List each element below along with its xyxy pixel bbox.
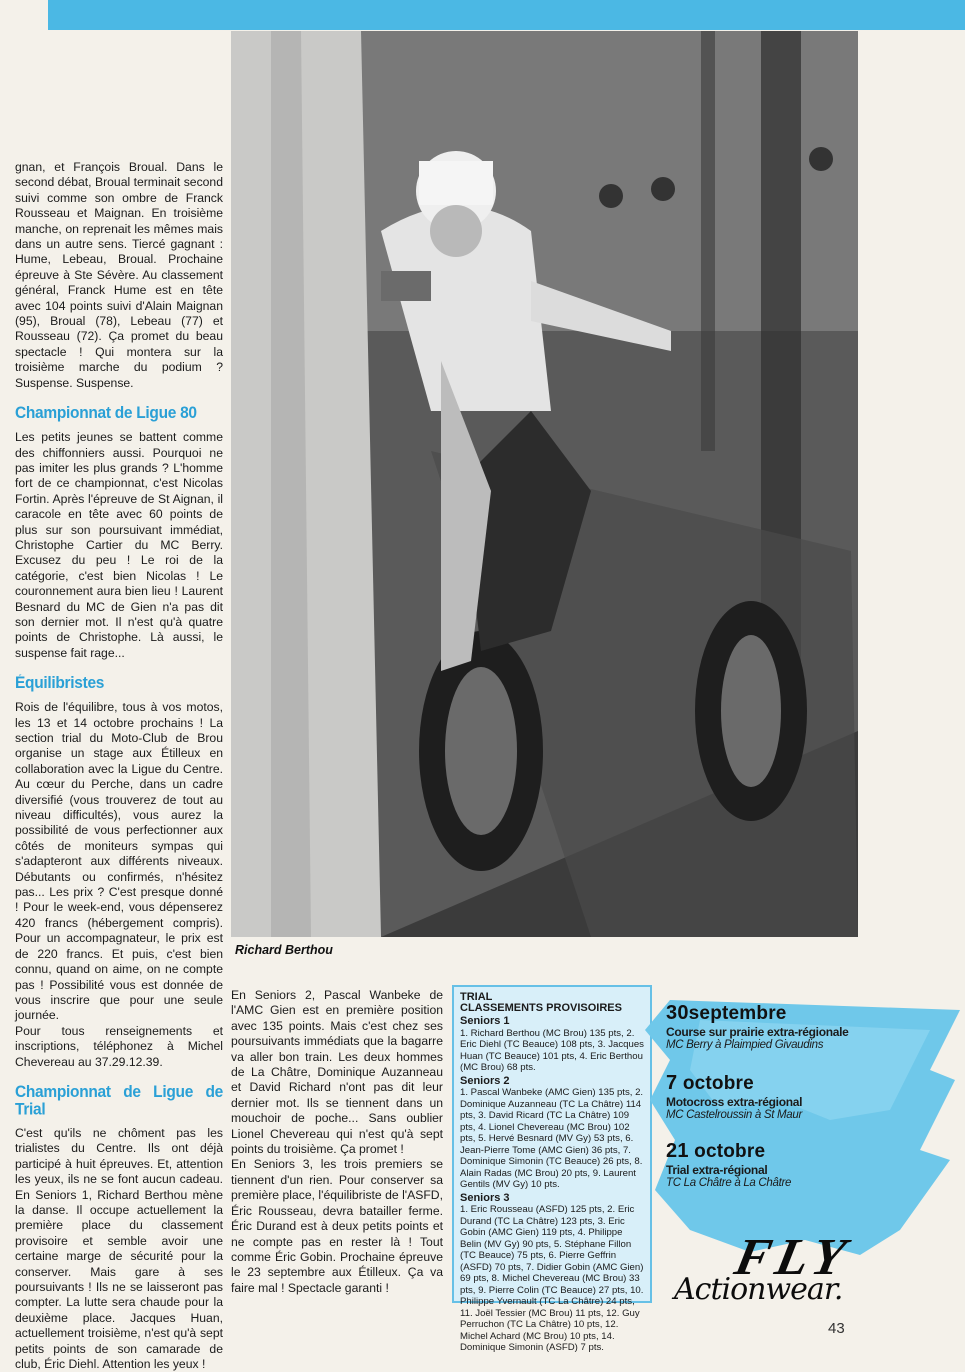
group-results: 1. Eric Rousseau (ASFD) 125 pts, 2. Eric Durand (TC La Châtre) 123 pts, 3. Eric Gobin (AMC Gien) 119 pts, 4. Philippe Belin (MV Gy) 90 pts, 5. Stéphane Fillon (TC Beauce) 75 pts, 6. Pierre Geffrin (ASFD) 70 pts, 7. Didier Gobin (AMC Gien) 69 pts, 8. Michel Chevereau (MC Brou) 33 pts, 9. Pierre Colin (TC Beauce) 27 pts, 10. Philippe Yvernault (TC La Châtre) 24 pts, 11. Joël Tessier (MC Brou) 11 pts, 12. Guy Perruchon (TC La Châtre) 10 pts, 12. Michel Achard (MC Brou) 10 pts, 14. Dominique Simonin (ASFD) 7 pts.	[460, 1204, 644, 1353]
middle-column	[231, 988, 443, 1296]
group-results: 1. Pascal Wanbeke (AMC Gien) 135 pts, 2. Dominique Auzanneau (TC La Châtre) 114 pts, 3. David Ricard (TC La Châtre) 109 pts, 4. Lionel Chevereau (MC Brou) 102 pts, 5. Hervé Besnard (MV Gy) 53 pts, 6. Jean-Pierre Tome (AMC Gien) 36 pts, 7. Dominique Simonin (TC Beauce) 26 pts, 8. Alain Radas (MC Brou) 20 pts, 9. Laurent Gentils (MV Gy) 10 pts.	[460, 1087, 644, 1190]
event-title: Motocross extra-régional	[666, 1095, 803, 1109]
rider-photo	[231, 31, 858, 937]
seniors2-paragraph: En Seniors 2, Pascal Wanbeke de l'AMC Gien est en première position avec 135 points. Mais c'est chez ses poursuivants immédiats que la bagarre va aller bon train. Les deux hommes de La Châtre, Dominique Auzanneau et David Richard n'ont pas dit leur dernier mot. Ils se tiennent dans un mouchoir de poche... Sans oublier Lionel Chevereau qui n'est qu'à sept points du troisième. Ça promet !	[231, 988, 443, 1157]
calendar-event	[666, 1140, 791, 1189]
page-number: 43	[828, 1320, 845, 1337]
group-heading: Seniors 1	[460, 1015, 510, 1027]
band-notch	[0, 0, 48, 30]
event-day: 30	[666, 1002, 689, 1024]
left-column	[15, 160, 223, 1372]
event-organizer: TC La Châtre à La Châtre	[666, 1177, 792, 1189]
fly-actionwear-logo	[666, 1228, 956, 1308]
event-day: 7	[666, 1072, 678, 1094]
brand-actionwear: Actionwear.	[674, 1272, 843, 1307]
group-results: 1. Richard Berthou (MC Brou) 135 pts, 2. Eric Diehl (TC Beauce) 108 pts, 3. Jacques Huan (TC Beauce) 101 pts, 4. Eric Berthou (MC Brou) 68 pts.	[460, 1027, 644, 1073]
calendar-event	[666, 1002, 849, 1051]
group-heading: Seniors 3	[460, 1191, 510, 1204]
calendar-event	[666, 1072, 802, 1121]
event-day: 21	[666, 1140, 689, 1162]
event-month: octobre	[682, 1073, 754, 1094]
results-title: TRIAL	[460, 991, 493, 1003]
seniors3-paragraph: En Seniors 3, les trois premiers se tiennent d'un rien. Pour conserver sa première place, l'équilibriste de l'ASFD, Éric Rousseau, devra batailler ferme. Éric Durand est à deux petits points et ne compte pas en rester là ! Tout comme Éric Gobin. Prochaine épreuve le 23 septembre aux Étilleux. Ça va faire mal ! Spectacle garanti !	[231, 1157, 443, 1295]
photo-illustration	[231, 31, 858, 937]
contact-paragraph: Pour tous renseignements et inscriptions, téléphonez à Michel Chevereau au 37.29.12.39.	[15, 1023, 223, 1069]
intro-paragraph: gnan, et François Broual. Dans le second débat, Broual terminait second suivi comme son ombre de Franck Rousseau et Maignan. En troisième manche, on reprenait les mêmes mais dans un autre sens. Tiercé gagnant : Hume, Lebeau, Broual. Prochaine épreuve à Ste Sévère. Au classement général, Franck Hume est en tête avec 104 points suivi d'Alain Maignan (95), Broual (78), Lebeau (77) et Rousseau (72). Ça promet du beau spectacle ! Qui montera sur la troisième marche du podium ? Suspense. Suspense.	[15, 160, 223, 390]
event-organizer: MC Castelroussin à St Maur	[666, 1109, 802, 1121]
results-subtitle: CLASSEMENTS PROVISOIRES	[460, 1002, 622, 1014]
heading-ligue80: Championnat de Ligue 80	[15, 404, 197, 423]
results-box	[452, 985, 652, 1353]
event-organizer: MC Berry à Plaimpied Givaudins	[666, 1039, 824, 1051]
trial-paragraph: C'est qu'ils ne chôment pas les trialistes du Centre. Ils ont déjà participé à huit épreuves. Et, attention les yeux, ils ne se font aucun cadeau. En Seniors 1, Richard Berthou mène la danse. Il occupe actuellement la première place du classement provisoire et semble avoir une certaine marge de sécurité pour la conserver. Mais gare à ses poursuivants ! Ils ne se laisseront pas compter. La lutte sera chaude pour la deuxième place. Jacques Huan, actuellement troisième, n'est qu'à sept petits points de son camarade de club, Éric Diehl. Attention les yeux !	[15, 1125, 223, 1372]
equilibristes-paragraph: Rois de l'équilibre, tous à vos motos, les 13 et 14 octobre prochains ! La section trial du Moto-Club de Brou organise un stage aux Étilleux en collaboration avec la Ligue du Centre. Au cœur du Perche, dans un cadre diversifié (vous trouverez de tout au niveau difficultés), vous aurez la possibilité de vous perfectionner aux côtés de moniteurs sympas qui s'adapteront aux différents niveaux. Débutants ou confirmés, n'hésitez pas... Les prix ? C'est presque donné ! Pour le week-end, vous dépenserez 420 francs (hébergement compris). Pour un accompagnateur, le prix est de 220 francs. Et puis, c'est bien connu, quand on aime, on ne compte pas ! Possibilité vous est donnée de vous inscrire que pour une seule journée.	[15, 700, 223, 1023]
event-month: septembre	[688, 1003, 787, 1024]
photo-caption: Richard Berthou	[235, 943, 333, 957]
heading-equilibristes: Équilibristes	[15, 674, 105, 693]
ligue80-paragraph: Les petits jeunes se battent comme des chiffonniers aussi. Pourquoi ne pas imiter les plus grands ? L'homme fort de ce championnat, c'est Nicolas Fortin. Après l'épreuve de St Aignan, il caracole en tête avec 60 points de plus sur son poursuivant immédiat, Christophe Cartier du MC Berry. Excusez du peu ! Le roi de la catégorie, c'est bien Nicolas ! Le couronnement aura bien lieu ! Laurent Besnard du MC de Gien n'a pas dit son dernier mot. Il n'est qu'à quatre points de Christophe. Là aussi, le suspense fait rage...	[15, 430, 223, 660]
top-color-band	[0, 0, 965, 30]
event-title: Trial extra-régional	[666, 1163, 768, 1177]
heading-trial: Championnat de Ligue de Trial	[15, 1083, 223, 1119]
event-month: octobre	[694, 1141, 766, 1162]
brand-fly: FLY	[729, 1229, 857, 1286]
event-title: Course sur prairie extra-régionale	[666, 1025, 849, 1039]
group-heading: Seniors 2	[460, 1074, 510, 1087]
